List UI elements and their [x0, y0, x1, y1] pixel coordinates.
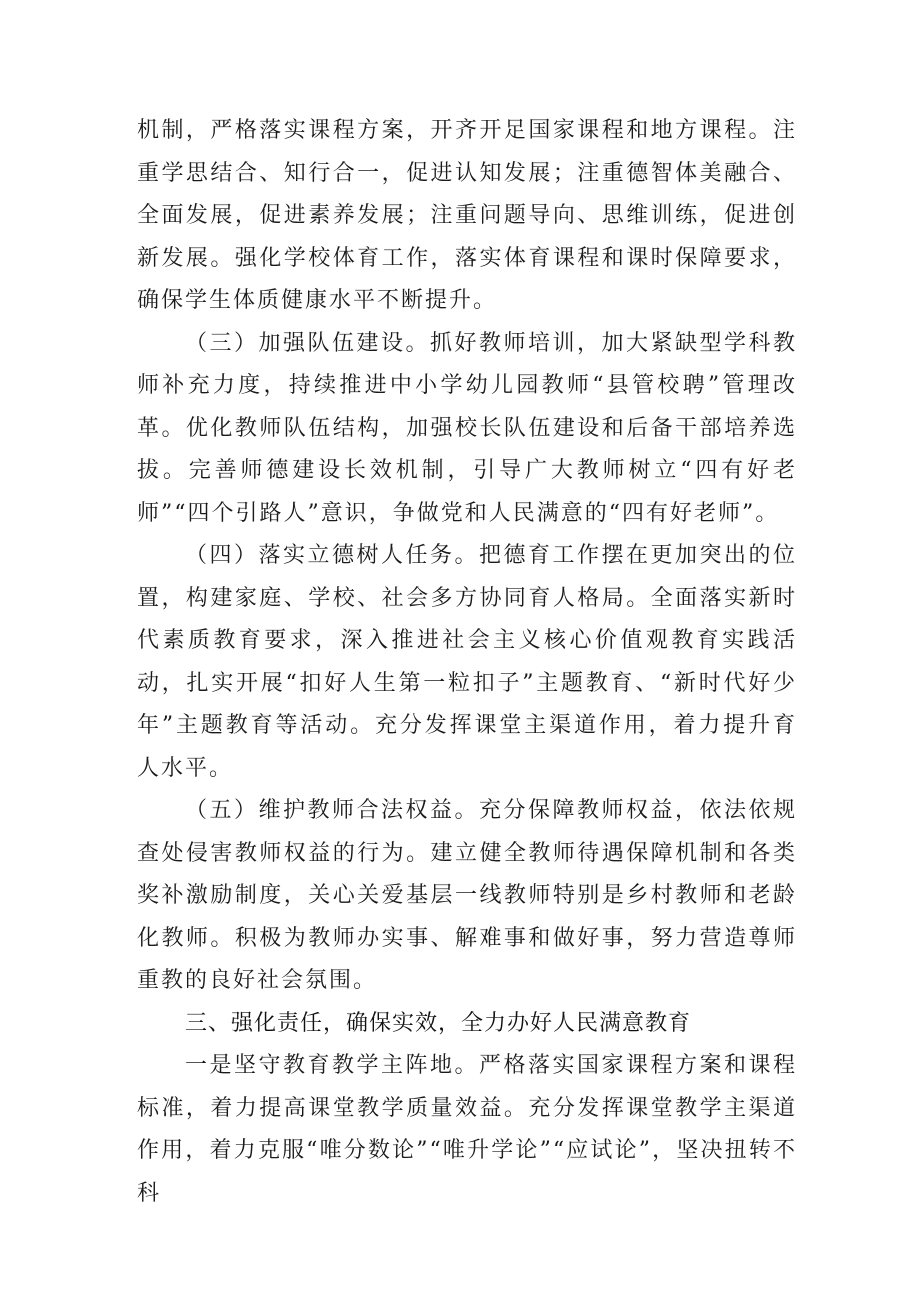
paragraph-section-four: （四）落实立德树人任务。把德育工作摆在更加突出的位置，构建家庭、学校、社会多方协同育人格局。全面落实新时代素质教育要求，深入推进社会主义核心价值观教育实践活动，扎实开展“扣好人生第一粒扣子”主题教育、“新时代好少年”主题教育等活动。充分发挥课堂主渠道作用，着力提升育人水平。 — [137, 543, 797, 781]
paragraph-item-one: 一是坚守教育教学主阵地。严格落实国家课程方案和课程标准，着力提高课堂教学质量效益。充分发挥课堂教学主渠道作用，着力克服“唯分数论”“唯升学论”“应试论”，坚决扭转不科 — [137, 1053, 797, 1206]
paragraph-section-five: （五）维护教师合法权益。充分保障教师权益，依法依规查处侵害教师权益的行为。建立健全教师待遇保障机制和各类奖补激励制度，关心关爱基层一线教师特别是乡村教师和老龄化教师。积极为教师办实事、解难事和做好事，努力营造尊师重教的良好社会氛围。 — [137, 798, 797, 993]
paragraph-continuation: 机制，严格落实课程方案，开齐开足国家课程和地方课程。注重学思结合、知行合一，促进认知发展；注重德智体美融合、全面发展，促进素养发展；注重问题导向、思维训练，促进创新发展。强化学校体育工作，落实体育课程和课时保障要求，确保学生体质健康水平不断提升。 — [137, 118, 797, 313]
section-heading: 三、强化责任，确保实效，全力办好人民满意教育 — [185, 1010, 692, 1036]
paragraph-section-three: （三）加强队伍建设。抓好教师培训，加大紧缺型学科教师补充力度，持续推进中小学幼儿园教师“县管校聘”管理改革。优化教师队伍结构，加强校长队伍建设和后备干部培养选拔。完善师德建设长效机制，引导广大教师树立“四有好老师”“四个引路人”意识，争做党和人民满意的“四有好老师”。 — [137, 330, 797, 526]
document-body — [137, 110, 797, 1215]
